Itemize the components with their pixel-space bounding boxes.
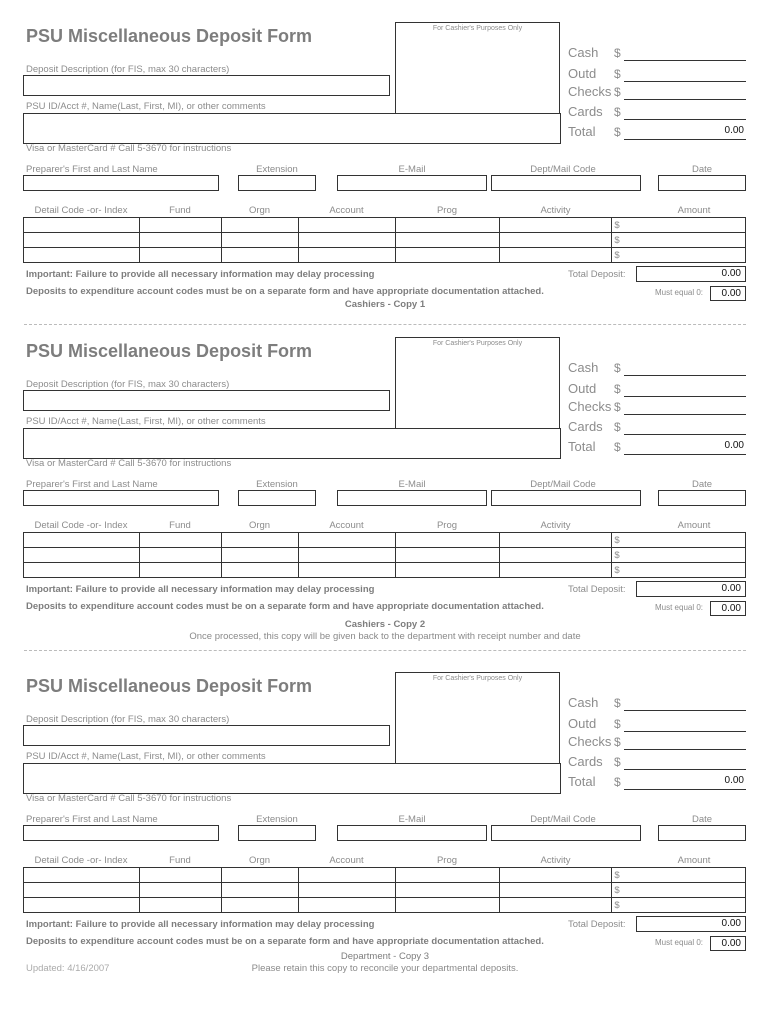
psu-id-field[interactable] — [23, 113, 561, 144]
activity-header: Activity — [540, 205, 571, 216]
table-cell[interactable] — [221, 563, 298, 578]
table-cell[interactable] — [221, 218, 298, 233]
table-row — [24, 233, 746, 248]
dept-mail-code-field[interactable] — [491, 490, 641, 506]
table-cell[interactable] — [298, 233, 395, 248]
table-row — [24, 548, 746, 563]
payment-dollar-sign: $ — [614, 400, 621, 414]
activity-header: Activity — [540, 855, 571, 866]
payment-label-cash: Cash — [568, 45, 599, 60]
table-cell[interactable] — [221, 548, 298, 563]
date-label: Date — [691, 479, 713, 490]
dept-mail-code-field[interactable] — [491, 175, 641, 191]
important-note: Important: Failure to provide all necessary information may delay processing — [26, 584, 375, 595]
table-cell[interactable] — [298, 548, 395, 563]
must-equal-label: Must equal 0: — [655, 938, 704, 947]
table-cell[interactable] — [499, 563, 612, 578]
table-cell[interactable] — [395, 233, 499, 248]
amount-header: Amount — [677, 520, 711, 531]
table-cell[interactable] — [499, 898, 612, 913]
payment-field-checks[interactable] — [624, 99, 746, 100]
total-deposit-field[interactable] — [636, 266, 746, 282]
amount-dollar-sign: $ — [614, 219, 620, 231]
payment-field-cards[interactable] — [624, 769, 746, 770]
fund-header: Fund — [169, 855, 191, 866]
table-cell[interactable] — [298, 898, 395, 913]
table-row — [24, 868, 746, 883]
copy-label: Department - Copy 3 — [340, 951, 430, 962]
amount-dollar-sign: $ — [614, 884, 620, 896]
dept-mail-code-label: Dept/Mail Code — [530, 164, 596, 175]
date-field[interactable] — [658, 175, 746, 191]
payment-total-value: 0.00 — [724, 775, 744, 786]
payment-dollar-sign: $ — [614, 775, 621, 789]
table-cell[interactable] — [612, 218, 746, 233]
table-cell[interactable] — [499, 248, 612, 263]
payment-total-value: 0.00 — [724, 125, 744, 136]
total-deposit-label: Total Deposit: — [568, 269, 626, 280]
payment-label-outd: Outd — [568, 66, 597, 81]
total-deposit-value: 0.00 — [721, 583, 741, 594]
payment-dollar-sign: $ — [614, 46, 621, 60]
amount-dollar-sign: $ — [614, 534, 620, 546]
table-row — [24, 898, 746, 913]
must-equal-field[interactable] — [710, 601, 746, 616]
payment-dollar-sign: $ — [614, 125, 621, 139]
detail-code-header: Detail Code -or- Index — [34, 520, 128, 531]
fund-header: Fund — [169, 205, 191, 216]
payment-label-cash: Cash — [568, 360, 599, 375]
extension-label: Extension — [256, 479, 298, 490]
table-cell[interactable] — [499, 218, 612, 233]
payment-field-outd[interactable] — [624, 81, 746, 82]
table-cell[interactable] — [221, 533, 298, 548]
payment-field-checks[interactable] — [624, 414, 746, 415]
prog-header: Prog — [436, 520, 458, 531]
payment-field-outd[interactable] — [624, 396, 746, 397]
updated-label: Updated: 4/16/2007 — [26, 963, 110, 974]
table-cell[interactable] — [24, 563, 140, 578]
payment-label-checks: Checks — [568, 734, 612, 749]
table-cell[interactable] — [139, 868, 221, 883]
prog-header: Prog — [436, 855, 458, 866]
must-equal-value: 0.00 — [721, 603, 741, 614]
total-deposit-label: Total Deposit: — [568, 919, 626, 930]
table-cell[interactable] — [612, 248, 746, 263]
payment-field-cards[interactable] — [624, 434, 746, 435]
table-cell[interactable] — [298, 883, 395, 898]
table-cell[interactable] — [221, 883, 298, 898]
payment-label-checks: Checks — [568, 399, 612, 414]
dept-mail-code-label: Dept/Mail Code — [530, 814, 596, 825]
must-equal-label: Must equal 0: — [655, 603, 704, 612]
cashier-box — [395, 672, 560, 768]
expenditure-note: Deposits to expenditure account codes must be on a separate form and have appropriate documentation attached. — [26, 936, 544, 947]
table-cell[interactable] — [298, 218, 395, 233]
table-cell[interactable] — [612, 548, 746, 563]
email-field[interactable] — [337, 825, 487, 841]
extension-label: Extension — [256, 164, 298, 175]
email-label: E-Mail — [398, 164, 426, 175]
table-cell[interactable] — [139, 218, 221, 233]
table-cell[interactable] — [499, 233, 612, 248]
amount-header: Amount — [677, 855, 711, 866]
table-cell[interactable] — [612, 233, 746, 248]
table-cell[interactable] — [221, 898, 298, 913]
form-title: PSU Miscellaneous Deposit Form — [26, 26, 313, 46]
amount-header: Amount — [677, 205, 711, 216]
table-cell[interactable] — [24, 248, 140, 263]
detail-code-header: Detail Code -or- Index — [34, 855, 128, 866]
must-equal-value: 0.00 — [721, 288, 741, 299]
table-cell[interactable] — [139, 898, 221, 913]
expenditure-note: Deposits to expenditure account codes must be on a separate form and have appropriate documentation attached. — [26, 601, 544, 612]
detail-table — [23, 867, 746, 913]
email-label: E-Mail — [398, 479, 426, 490]
table-cell[interactable] — [499, 548, 612, 563]
payment-dollar-sign: $ — [614, 105, 621, 119]
detail-table — [23, 532, 746, 578]
important-note: Important: Failure to provide all necessary information may delay processing — [26, 919, 375, 930]
preparer-name-label: Preparer's First and Last Name — [26, 814, 158, 825]
table-cell[interactable] — [24, 233, 140, 248]
date-field[interactable] — [658, 490, 746, 506]
total-deposit-field[interactable] — [636, 916, 746, 932]
payment-label-outd: Outd — [568, 381, 597, 396]
table-cell[interactable] — [221, 868, 298, 883]
table-row — [24, 248, 746, 263]
copy-label: Cashiers - Copy 2 — [344, 619, 426, 630]
payment-field-checks[interactable] — [624, 749, 746, 750]
payment-dollar-sign: $ — [614, 735, 621, 749]
payment-label-cash: Cash — [568, 695, 599, 710]
payment-dollar-sign: $ — [614, 717, 621, 731]
table-cell[interactable] — [499, 883, 612, 898]
date-label: Date — [691, 164, 713, 175]
deposit-form-copy-3 — [0, 650, 770, 974]
amount-dollar-sign: $ — [614, 234, 620, 246]
cashier-box-label: For Cashier's Purposes Only — [432, 25, 523, 32]
payment-label-total: Total — [568, 774, 596, 789]
table-cell[interactable] — [499, 868, 612, 883]
detail-code-header: Detail Code -or- Index — [34, 205, 128, 216]
deposit-description-label: Deposit Description (for FIS, max 30 characters) — [26, 379, 230, 390]
payment-dollar-sign: $ — [614, 696, 621, 710]
table-row — [24, 883, 746, 898]
visa-note: Visa or MasterCard # Call 5-3670 for instructions — [26, 143, 232, 154]
expenditure-note: Deposits to expenditure account codes must be on a separate form and have appropriate documentation attached. — [26, 286, 544, 297]
payment-dollar-sign: $ — [614, 420, 621, 434]
copy-note: Once processed, this copy will be given back to the department with receipt number and date — [189, 631, 581, 642]
preparer-name-field[interactable] — [23, 175, 219, 191]
payment-label-cards: Cards — [568, 754, 603, 769]
important-note: Important: Failure to provide all necessary information may delay processing — [26, 269, 375, 280]
table-cell[interactable] — [395, 248, 499, 263]
table-cell[interactable] — [395, 533, 499, 548]
payment-label-cards: Cards — [568, 419, 603, 434]
cashier-box-label: For Cashier's Purposes Only — [432, 675, 523, 682]
extension-field[interactable] — [238, 490, 316, 506]
preparer-name-label: Preparer's First and Last Name — [26, 479, 158, 490]
table-cell[interactable] — [24, 218, 140, 233]
table-cell[interactable] — [612, 563, 746, 578]
payment-label-total: Total — [568, 439, 596, 454]
payment-label-total: Total — [568, 124, 596, 139]
table-cell[interactable] — [395, 563, 499, 578]
table-cell[interactable] — [395, 898, 499, 913]
psu-id-label: PSU ID/Acct #, Name(Last, First, MI), or other comments — [26, 751, 266, 762]
psu-id-field[interactable] — [23, 763, 561, 794]
total-deposit-value: 0.00 — [721, 268, 741, 279]
table-cell[interactable] — [24, 548, 140, 563]
table-cell[interactable] — [499, 533, 612, 548]
orgn-header: Orgn — [248, 205, 271, 216]
cashier-box — [395, 337, 560, 433]
table-cell[interactable] — [221, 233, 298, 248]
table-cell[interactable] — [139, 248, 221, 263]
preparer-name-label: Preparer's First and Last Name — [26, 164, 158, 175]
table-cell[interactable] — [139, 233, 221, 248]
payment-dollar-sign: $ — [614, 85, 621, 99]
payment-dollar-sign: $ — [614, 361, 621, 375]
table-cell[interactable] — [395, 548, 499, 563]
payment-field-total[interactable] — [624, 139, 746, 140]
payment-label-cards: Cards — [568, 104, 603, 119]
email-label: E-Mail — [398, 814, 426, 825]
must-equal-label: Must equal 0: — [655, 288, 704, 297]
payment-dollar-sign: $ — [614, 67, 621, 81]
email-field[interactable] — [337, 490, 487, 506]
extension-field[interactable] — [238, 175, 316, 191]
psu-id-label: PSU ID/Acct #, Name(Last, First, MI), or other comments — [26, 416, 266, 427]
payment-field-total[interactable] — [624, 789, 746, 790]
cashier-box — [395, 22, 560, 118]
payment-field-cash[interactable] — [624, 710, 746, 711]
amount-dollar-sign: $ — [614, 899, 620, 911]
payment-field-cards[interactable] — [624, 119, 746, 120]
table-cell[interactable] — [298, 248, 395, 263]
detail-table — [23, 217, 746, 263]
must-equal-value: 0.00 — [721, 938, 741, 949]
payment-dollar-sign: $ — [614, 755, 621, 769]
visa-note: Visa or MasterCard # Call 5-3670 for instructions — [26, 458, 232, 469]
payment-field-outd[interactable] — [624, 731, 746, 732]
deposit-description-label: Deposit Description (for FIS, max 30 characters) — [26, 714, 230, 725]
table-cell[interactable] — [298, 868, 395, 883]
preparer-name-field[interactable] — [23, 490, 219, 506]
form-title: PSU Miscellaneous Deposit Form — [26, 676, 313, 696]
must-equal-field[interactable] — [710, 936, 746, 951]
payment-label-checks: Checks — [568, 84, 612, 99]
date-label: Date — [691, 814, 713, 825]
table-cell[interactable] — [298, 533, 395, 548]
table-row — [24, 563, 746, 578]
activity-header: Activity — [540, 520, 571, 531]
table-cell[interactable] — [395, 868, 499, 883]
table-cell[interactable] — [612, 883, 746, 898]
preparer-name-field[interactable] — [23, 825, 219, 841]
table-cell[interactable] — [612, 898, 746, 913]
table-cell[interactable] — [221, 248, 298, 263]
total-deposit-label: Total Deposit: — [568, 584, 626, 595]
table-cell[interactable] — [24, 883, 140, 898]
copy-label: Cashiers - Copy 1 — [344, 299, 426, 310]
amount-dollar-sign: $ — [614, 869, 620, 881]
total-deposit-field[interactable] — [636, 581, 746, 597]
form-title: PSU Miscellaneous Deposit Form — [26, 341, 313, 361]
payment-label-outd: Outd — [568, 716, 597, 731]
account-header: Account — [329, 205, 364, 216]
deposit-description-label: Deposit Description (for FIS, max 30 characters) — [26, 64, 230, 75]
table-cell[interactable] — [612, 533, 746, 548]
deposit-description-field[interactable] — [23, 75, 390, 96]
copy-note: Please retain this copy to reconcile your departmental deposits. — [251, 963, 519, 974]
orgn-header: Orgn — [248, 855, 271, 866]
table-cell[interactable] — [139, 883, 221, 898]
deposit-form-copy-1 — [0, 0, 770, 320]
payment-dollar-sign: $ — [614, 440, 621, 454]
prog-header: Prog — [436, 205, 458, 216]
dept-mail-code-label: Dept/Mail Code — [530, 479, 596, 490]
table-cell[interactable] — [298, 563, 395, 578]
orgn-header: Orgn — [248, 520, 271, 531]
psu-id-field[interactable] — [23, 428, 561, 459]
table-row — [24, 218, 746, 233]
table-cell[interactable] — [395, 218, 499, 233]
amount-dollar-sign: $ — [614, 549, 620, 561]
total-deposit-value: 0.00 — [721, 918, 741, 929]
amount-dollar-sign: $ — [614, 249, 620, 261]
table-cell[interactable] — [24, 868, 140, 883]
date-field[interactable] — [658, 825, 746, 841]
table-cell[interactable] — [139, 533, 221, 548]
table-cell[interactable] — [24, 898, 140, 913]
table-cell[interactable] — [24, 533, 140, 548]
table-row — [24, 533, 746, 548]
account-header: Account — [329, 520, 364, 531]
payment-field-cash[interactable] — [624, 375, 746, 376]
table-cell[interactable] — [139, 548, 221, 563]
psu-id-label: PSU ID/Acct #, Name(Last, First, MI), or other comments — [26, 101, 266, 112]
email-field[interactable] — [337, 175, 487, 191]
extension-label: Extension — [256, 814, 298, 825]
dept-mail-code-field[interactable] — [491, 825, 641, 841]
table-cell[interactable] — [612, 868, 746, 883]
payment-field-cash[interactable] — [624, 60, 746, 61]
fund-header: Fund — [169, 520, 191, 531]
payment-field-total[interactable] — [624, 454, 746, 455]
extension-field[interactable] — [238, 825, 316, 841]
deposit-form-copy-2 — [0, 315, 770, 642]
account-header: Account — [329, 855, 364, 866]
payment-total-value: 0.00 — [724, 440, 744, 451]
amount-dollar-sign: $ — [614, 564, 620, 576]
table-cell[interactable] — [139, 563, 221, 578]
deposit-description-field[interactable] — [23, 390, 390, 411]
payment-dollar-sign: $ — [614, 382, 621, 396]
table-cell[interactable] — [395, 883, 499, 898]
cashier-box-label: For Cashier's Purposes Only — [432, 340, 523, 347]
deposit-description-field[interactable] — [23, 725, 390, 746]
visa-note: Visa or MasterCard # Call 5-3670 for instructions — [26, 793, 232, 804]
